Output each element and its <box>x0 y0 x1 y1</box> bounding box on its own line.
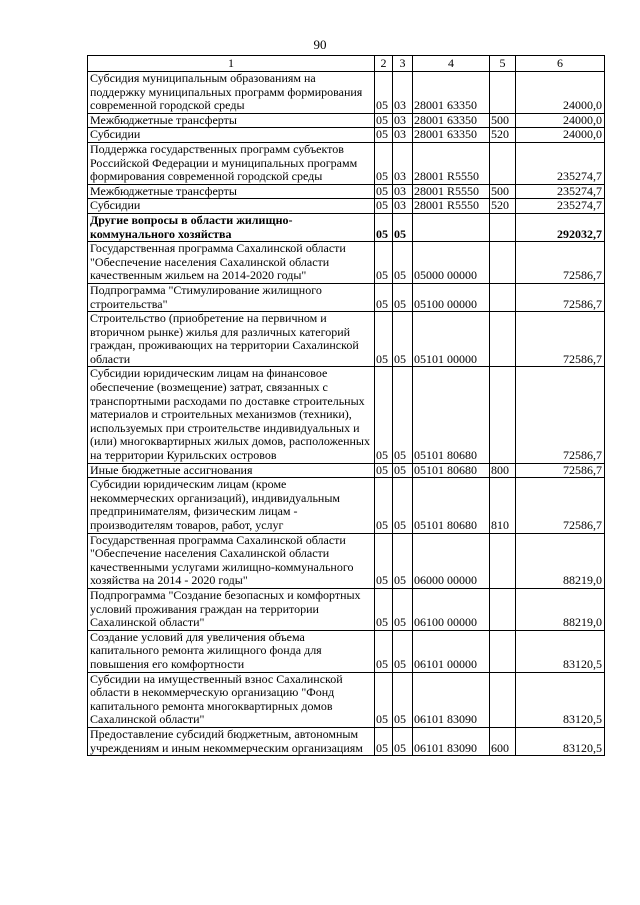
table-row <box>88 727 605 755</box>
table-row <box>88 588 605 630</box>
row-subsection-cell: 03 <box>393 184 413 199</box>
row-subsection-cell: 03 <box>393 142 413 184</box>
row-subsection-cell: 03 <box>393 72 413 114</box>
row-amount-cell: 235274,7 <box>516 184 605 199</box>
row-name-cell: Субсидии юридическим лицам на финансовое обеспечение (возмещение) затрат, связанных с транспортными расходами по доставке строительных материалов и строительных механизмов (техники), используемых при строительстве индивидуальных и (или) многоквартирных жилых домов, расположенных на территории Курильских островов <box>88 367 375 463</box>
row-expense-type-cell <box>490 142 516 184</box>
row-name-cell: Поддержка государственных программ субъектов Российской Федерации и муниципальных программ формирования современной городской среды <box>88 142 375 184</box>
table-row <box>88 242 605 284</box>
row-section-cell: 05 <box>375 367 393 463</box>
row-subsection-cell: 05 <box>393 727 413 755</box>
row-name-cell: Субсидии <box>88 128 375 143</box>
row-name-cell: Государственная программа Сахалинской области "Обеспечение населения Сахалинской области качественным жильем на 2014-2020 годы" <box>88 242 375 284</box>
row-expense-type-cell: 500 <box>490 184 516 199</box>
row-expense-type-cell: 520 <box>490 128 516 143</box>
table-row <box>88 672 605 727</box>
row-section-cell: 05 <box>375 727 393 755</box>
row-target-article-cell: 05101 80680 <box>413 463 490 478</box>
table-row <box>88 72 605 114</box>
row-subsection-cell: 05 <box>393 213 413 241</box>
row-target-article-cell: 06101 83090 <box>413 727 490 755</box>
row-name-cell: Создание условий для увеличения объема капитального ремонта жилищного фонда для повышения его комфортности <box>88 630 375 672</box>
row-section-cell: 05 <box>375 672 393 727</box>
row-amount-cell: 72586,7 <box>516 478 605 533</box>
row-section-cell: 05 <box>375 588 393 630</box>
table-row <box>88 142 605 184</box>
row-amount-cell: 88219,0 <box>516 588 605 630</box>
row-name-cell: Подпрограмма "Стимулирование жилищного строительства" <box>88 283 375 311</box>
row-section-cell: 05 <box>375 478 393 533</box>
row-name-cell: Субсидии на имущественный взнос Сахалинской области в некоммерческую организацию "Фонд капитального ремонта многоквартирных домов Сахалинской области" <box>88 672 375 727</box>
row-amount-cell: 72586,7 <box>516 367 605 463</box>
row-subsection-cell: 05 <box>393 463 413 478</box>
row-target-article-cell: 28001 R5550 <box>413 142 490 184</box>
row-name-cell: Субсидии <box>88 199 375 214</box>
row-target-article-cell: 28001 R5550 <box>413 199 490 214</box>
table-row <box>88 213 605 241</box>
table-row <box>88 367 605 463</box>
row-section-cell: 05 <box>375 630 393 672</box>
row-amount-cell: 83120,5 <box>516 630 605 672</box>
row-expense-type-cell <box>490 588 516 630</box>
row-expense-type-cell <box>490 630 516 672</box>
row-expense-type-cell: 600 <box>490 727 516 755</box>
row-name-cell: Строительство (приобретение на первичном и вторичном рынке) жилья для различных категорий граждан, проживающих на территории Сахалинской области <box>88 312 375 367</box>
header-cell-4: 4 <box>413 56 490 72</box>
row-target-article-cell: 06101 00000 <box>413 630 490 672</box>
row-target-article-cell: 05100 00000 <box>413 283 490 311</box>
table-body <box>88 56 605 756</box>
row-section-cell: 05 <box>375 184 393 199</box>
row-expense-type-cell: 520 <box>490 199 516 214</box>
row-section-cell: 05 <box>375 312 393 367</box>
row-amount-cell: 88219,0 <box>516 533 605 588</box>
row-target-article-cell <box>413 213 490 241</box>
header-cell-2: 2 <box>375 56 393 72</box>
row-target-article-cell: 28001 63350 <box>413 72 490 114</box>
table-row <box>88 533 605 588</box>
row-amount-cell: 292032,7 <box>516 213 605 241</box>
row-amount-cell: 235274,7 <box>516 199 605 214</box>
row-name-cell: Государственная программа Сахалинской области "Обеспечение населения Сахалинской области качественными услугами жилищно-коммунального хозяйства на 2014 - 2020 годы" <box>88 533 375 588</box>
row-target-article-cell: 06101 83090 <box>413 672 490 727</box>
row-name-cell: Субсидии юридическим лицам (кроме некоммерческих организаций), индивидуальным предпринимателям, физическим лицам - производителям товаров, работ, услуг <box>88 478 375 533</box>
row-expense-type-cell <box>490 672 516 727</box>
table-header-row <box>88 56 605 72</box>
row-name-cell: Межбюджетные трансферты <box>88 184 375 199</box>
row-name-cell: Субсидия муниципальным образованиям на поддержку муниципальных программ формирования современной городской среды <box>88 72 375 114</box>
page-number: 90 <box>313 37 327 52</box>
row-target-article-cell: 05101 00000 <box>413 312 490 367</box>
row-section-cell: 05 <box>375 242 393 284</box>
row-subsection-cell: 05 <box>393 588 413 630</box>
row-subsection-cell: 03 <box>393 128 413 143</box>
row-expense-type-cell <box>490 283 516 311</box>
row-target-article-cell: 05101 80680 <box>413 367 490 463</box>
row-expense-type-cell <box>490 242 516 284</box>
row-amount-cell: 72586,7 <box>516 463 605 478</box>
row-expense-type-cell: 810 <box>490 478 516 533</box>
row-subsection-cell: 05 <box>393 533 413 588</box>
row-expense-type-cell <box>490 312 516 367</box>
row-amount-cell: 72586,7 <box>516 312 605 367</box>
row-amount-cell: 83120,5 <box>516 727 605 755</box>
row-amount-cell: 72586,7 <box>516 242 605 284</box>
row-amount-cell: 72586,7 <box>516 283 605 311</box>
table-row <box>88 630 605 672</box>
table-row <box>88 184 605 199</box>
row-subsection-cell: 05 <box>393 312 413 367</box>
row-expense-type-cell <box>490 72 516 114</box>
table-row <box>88 199 605 214</box>
row-section-cell: 05 <box>375 283 393 311</box>
table-row <box>88 283 605 311</box>
row-section-cell: 05 <box>375 463 393 478</box>
row-name-cell: Межбюджетные трансферты <box>88 113 375 128</box>
table-row <box>88 312 605 367</box>
row-section-cell: 05 <box>375 142 393 184</box>
row-name-cell: Предоставление субсидий бюджетным, автономным учреждениям и иным некоммерческим организациям <box>88 727 375 755</box>
row-subsection-cell: 05 <box>393 478 413 533</box>
row-subsection-cell: 05 <box>393 672 413 727</box>
table-row <box>88 113 605 128</box>
row-expense-type-cell <box>490 533 516 588</box>
table-row <box>88 463 605 478</box>
row-name-cell: Другие вопросы в области жилищно-коммунального хозяйства <box>88 213 375 241</box>
row-section-cell: 05 <box>375 213 393 241</box>
row-section-cell: 05 <box>375 199 393 214</box>
row-target-article-cell: 05000 00000 <box>413 242 490 284</box>
row-target-article-cell: 06000 00000 <box>413 533 490 588</box>
header-cell-3: 3 <box>393 56 413 72</box>
header-cell-1: 1 <box>88 56 375 72</box>
row-subsection-cell: 05 <box>393 367 413 463</box>
row-section-cell: 05 <box>375 128 393 143</box>
row-target-article-cell: 05101 80680 <box>413 478 490 533</box>
row-subsection-cell: 05 <box>393 630 413 672</box>
row-section-cell: 05 <box>375 113 393 128</box>
row-expense-type-cell: 800 <box>490 463 516 478</box>
table-row <box>88 478 605 533</box>
row-amount-cell: 24000,0 <box>516 128 605 143</box>
row-amount-cell: 83120,5 <box>516 672 605 727</box>
row-name-cell: Иные бюджетные ассигнования <box>88 463 375 478</box>
row-target-article-cell: 06100 00000 <box>413 588 490 630</box>
table-row <box>88 128 605 143</box>
row-amount-cell: 24000,0 <box>516 72 605 114</box>
row-expense-type-cell <box>490 213 516 241</box>
row-subsection-cell: 03 <box>393 113 413 128</box>
row-name-cell: Подпрограмма "Создание безопасных и комфортных условий проживания граждан на территории Сахалинской области" <box>88 588 375 630</box>
row-subsection-cell: 05 <box>393 283 413 311</box>
row-expense-type-cell <box>490 367 516 463</box>
row-expense-type-cell: 500 <box>490 113 516 128</box>
row-amount-cell: 235274,7 <box>516 142 605 184</box>
row-target-article-cell: 28001 R5550 <box>413 184 490 199</box>
row-amount-cell: 24000,0 <box>516 113 605 128</box>
budget-table <box>87 55 605 756</box>
row-subsection-cell: 05 <box>393 242 413 284</box>
header-cell-5: 5 <box>490 56 516 72</box>
row-target-article-cell: 28001 63350 <box>413 128 490 143</box>
row-target-article-cell: 28001 63350 <box>413 113 490 128</box>
row-subsection-cell: 03 <box>393 199 413 214</box>
row-section-cell: 05 <box>375 72 393 114</box>
row-section-cell: 05 <box>375 533 393 588</box>
header-cell-6: 6 <box>516 56 605 72</box>
